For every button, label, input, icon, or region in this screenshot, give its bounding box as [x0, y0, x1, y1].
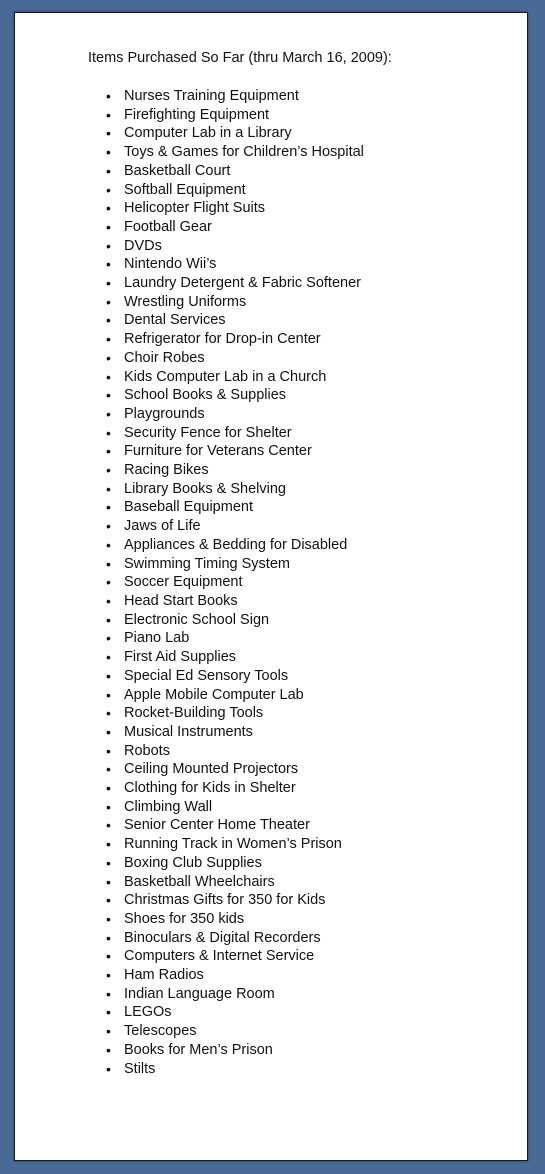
bullet-icon: •: [106, 312, 111, 329]
list-item-label: Laundry Detergent & Fabric Softener: [124, 275, 361, 292]
bullet-icon: •: [106, 798, 111, 815]
bullet-icon: •: [106, 929, 111, 946]
list-item-label: Clothing for Kids in Shelter: [124, 780, 296, 797]
list-item-label: Shoes for 350 kids: [124, 910, 245, 927]
list-item-label: Binoculars & Digital Recorders: [124, 929, 321, 946]
bullet-icon: •: [106, 892, 111, 909]
bullet-icon: •: [106, 462, 111, 479]
list-item-label: Computers & Internet Service: [124, 948, 315, 965]
bullet-icon: •: [106, 574, 111, 591]
bullet-icon: •: [106, 106, 111, 123]
list-item-label: Basketball Wheelchairs: [124, 873, 275, 890]
bullet-icon: •: [106, 967, 111, 984]
list-item-label: Boxing Club Supplies: [124, 854, 262, 871]
bullet-icon: •: [106, 611, 111, 628]
list-item-label: Musical Instruments: [124, 723, 253, 740]
list-item-label: Electronic School Sign: [124, 611, 270, 628]
bullet-icon: •: [106, 405, 111, 422]
bullet-icon: •: [106, 910, 111, 927]
document-page: [14, 12, 528, 1161]
list-item-label: Piano Lab: [124, 630, 190, 647]
bullet-icon: •: [106, 985, 111, 1002]
bullet-icon: •: [106, 1023, 111, 1040]
list-item-label: Football Gear: [124, 218, 212, 235]
list-item-label: Computer Lab in a Library: [124, 125, 292, 142]
list-item-label: Special Ed Sensory Tools: [124, 667, 289, 684]
bullet-icon: •: [106, 331, 111, 348]
list-item-label: Library Books & Shelving: [124, 480, 286, 497]
bullet-icon: •: [106, 162, 111, 179]
bullet-icon: •: [106, 555, 111, 572]
bullet-icon: •: [106, 200, 111, 217]
list-item-label: Swimming Timing System: [124, 555, 290, 572]
bullet-icon: •: [106, 854, 111, 871]
bullet-icon: •: [106, 686, 111, 703]
list-item-label: Rocket-Building Tools: [124, 705, 264, 722]
list-item-label: Soccer Equipment: [124, 574, 243, 591]
list-item-label: Nintendo Wii’s: [124, 256, 217, 273]
list-item-label: Books for Men’s Prison: [124, 1041, 273, 1058]
bullet-icon: •: [106, 873, 111, 890]
list-item-label: Helicopter Flight Suits: [124, 200, 266, 217]
bullet-icon: •: [106, 293, 111, 310]
bullet-icon: •: [106, 256, 111, 273]
bullet-icon: •: [106, 723, 111, 740]
list-item-label: Christmas Gifts for 350 for Kids: [124, 892, 326, 909]
bullet-icon: •: [106, 1041, 111, 1058]
bullet-icon: •: [106, 144, 111, 161]
list-item-label: LEGOs: [124, 1004, 172, 1021]
list-item-label: Ceiling Mounted Projectors: [124, 761, 299, 778]
bullet-icon: •: [106, 518, 111, 535]
bullet-icon: •: [106, 817, 111, 834]
bullet-icon: •: [106, 349, 111, 366]
bullet-icon: •: [106, 275, 111, 292]
list-item-label: DVDs: [124, 237, 162, 254]
list-item-label: Ham Radios: [124, 967, 204, 984]
bullet-icon: •: [106, 424, 111, 441]
bullet-icon: •: [106, 368, 111, 385]
document-title: Items Purchased So Far (thru March 16, 2009):: [88, 50, 392, 66]
bullet-icon: •: [106, 761, 111, 778]
list-item-label: Baseball Equipment: [124, 499, 253, 516]
bullet-icon: •: [106, 742, 111, 759]
bullet-icon: •: [106, 780, 111, 797]
list-item-label: Dental Services: [124, 312, 226, 329]
list-item-label: Climbing Wall: [124, 798, 213, 815]
list-item-label: Telescopes: [124, 1023, 197, 1040]
list-item-label: Choir Robes: [124, 349, 205, 366]
bullet-icon: •: [106, 948, 111, 965]
list-item-label: Softball Equipment: [124, 181, 246, 198]
list-item-label: Appliances & Bedding for Disabled: [124, 536, 348, 553]
bullet-icon: •: [106, 237, 111, 254]
bullet-icon: •: [106, 705, 111, 722]
list-item-label: Running Track in Women’s Prison: [124, 836, 342, 853]
bullet-icon: •: [106, 1060, 111, 1077]
bullet-icon: •: [106, 1004, 111, 1021]
bullet-icon: •: [106, 181, 111, 198]
list-item-label: Basketball Court: [124, 162, 231, 179]
bullet-icon: •: [106, 499, 111, 516]
list-item-label: Refrigerator for Drop-in Center: [124, 331, 321, 348]
list-item-label: Robots: [124, 742, 170, 759]
bullet-icon: •: [106, 218, 111, 235]
bullet-icon: •: [106, 630, 111, 647]
bullet-icon: •: [106, 125, 111, 142]
bullet-icon: •: [106, 88, 111, 104]
list-item-label: Indian Language Room: [124, 985, 275, 1002]
bullet-icon: •: [106, 836, 111, 853]
bullet-icon: •: [106, 387, 111, 404]
bullet-icon: •: [106, 536, 111, 553]
list-item-label: Kids Computer Lab in a Church: [124, 368, 327, 385]
list-item-label: Jaws of Life: [124, 518, 201, 535]
bullet-icon: •: [106, 649, 111, 666]
list-item-label: Security Fence for Shelter: [124, 424, 292, 441]
bullet-icon: •: [106, 480, 111, 497]
list-item-label: Firefighting Equipment: [124, 106, 270, 123]
list-item-label: School Books & Supplies: [124, 387, 287, 404]
list-item-label: Head Start Books: [124, 592, 238, 609]
bullet-icon: •: [106, 443, 111, 460]
bullet-icon: •: [106, 592, 111, 609]
bullet-icon: •: [106, 667, 111, 684]
list-item-label: Wrestling Uniforms: [124, 293, 247, 310]
list-item-label: Stilts: [124, 1060, 156, 1077]
list-item-label: Apple Mobile Computer Lab: [124, 686, 304, 703]
list-item-label: Senior Center Home Theater: [124, 817, 310, 834]
list-item-label: Furniture for Veterans Center: [124, 443, 312, 460]
list-item-label: First Aid Supplies: [124, 649, 237, 666]
list-item-label: Playgrounds: [124, 405, 205, 422]
list-item-label: Toys & Games for Children’s Hospital: [124, 144, 364, 161]
list-item-label: Nurses Training Equipment: [124, 88, 299, 104]
list-item-label: Racing Bikes: [124, 462, 209, 479]
